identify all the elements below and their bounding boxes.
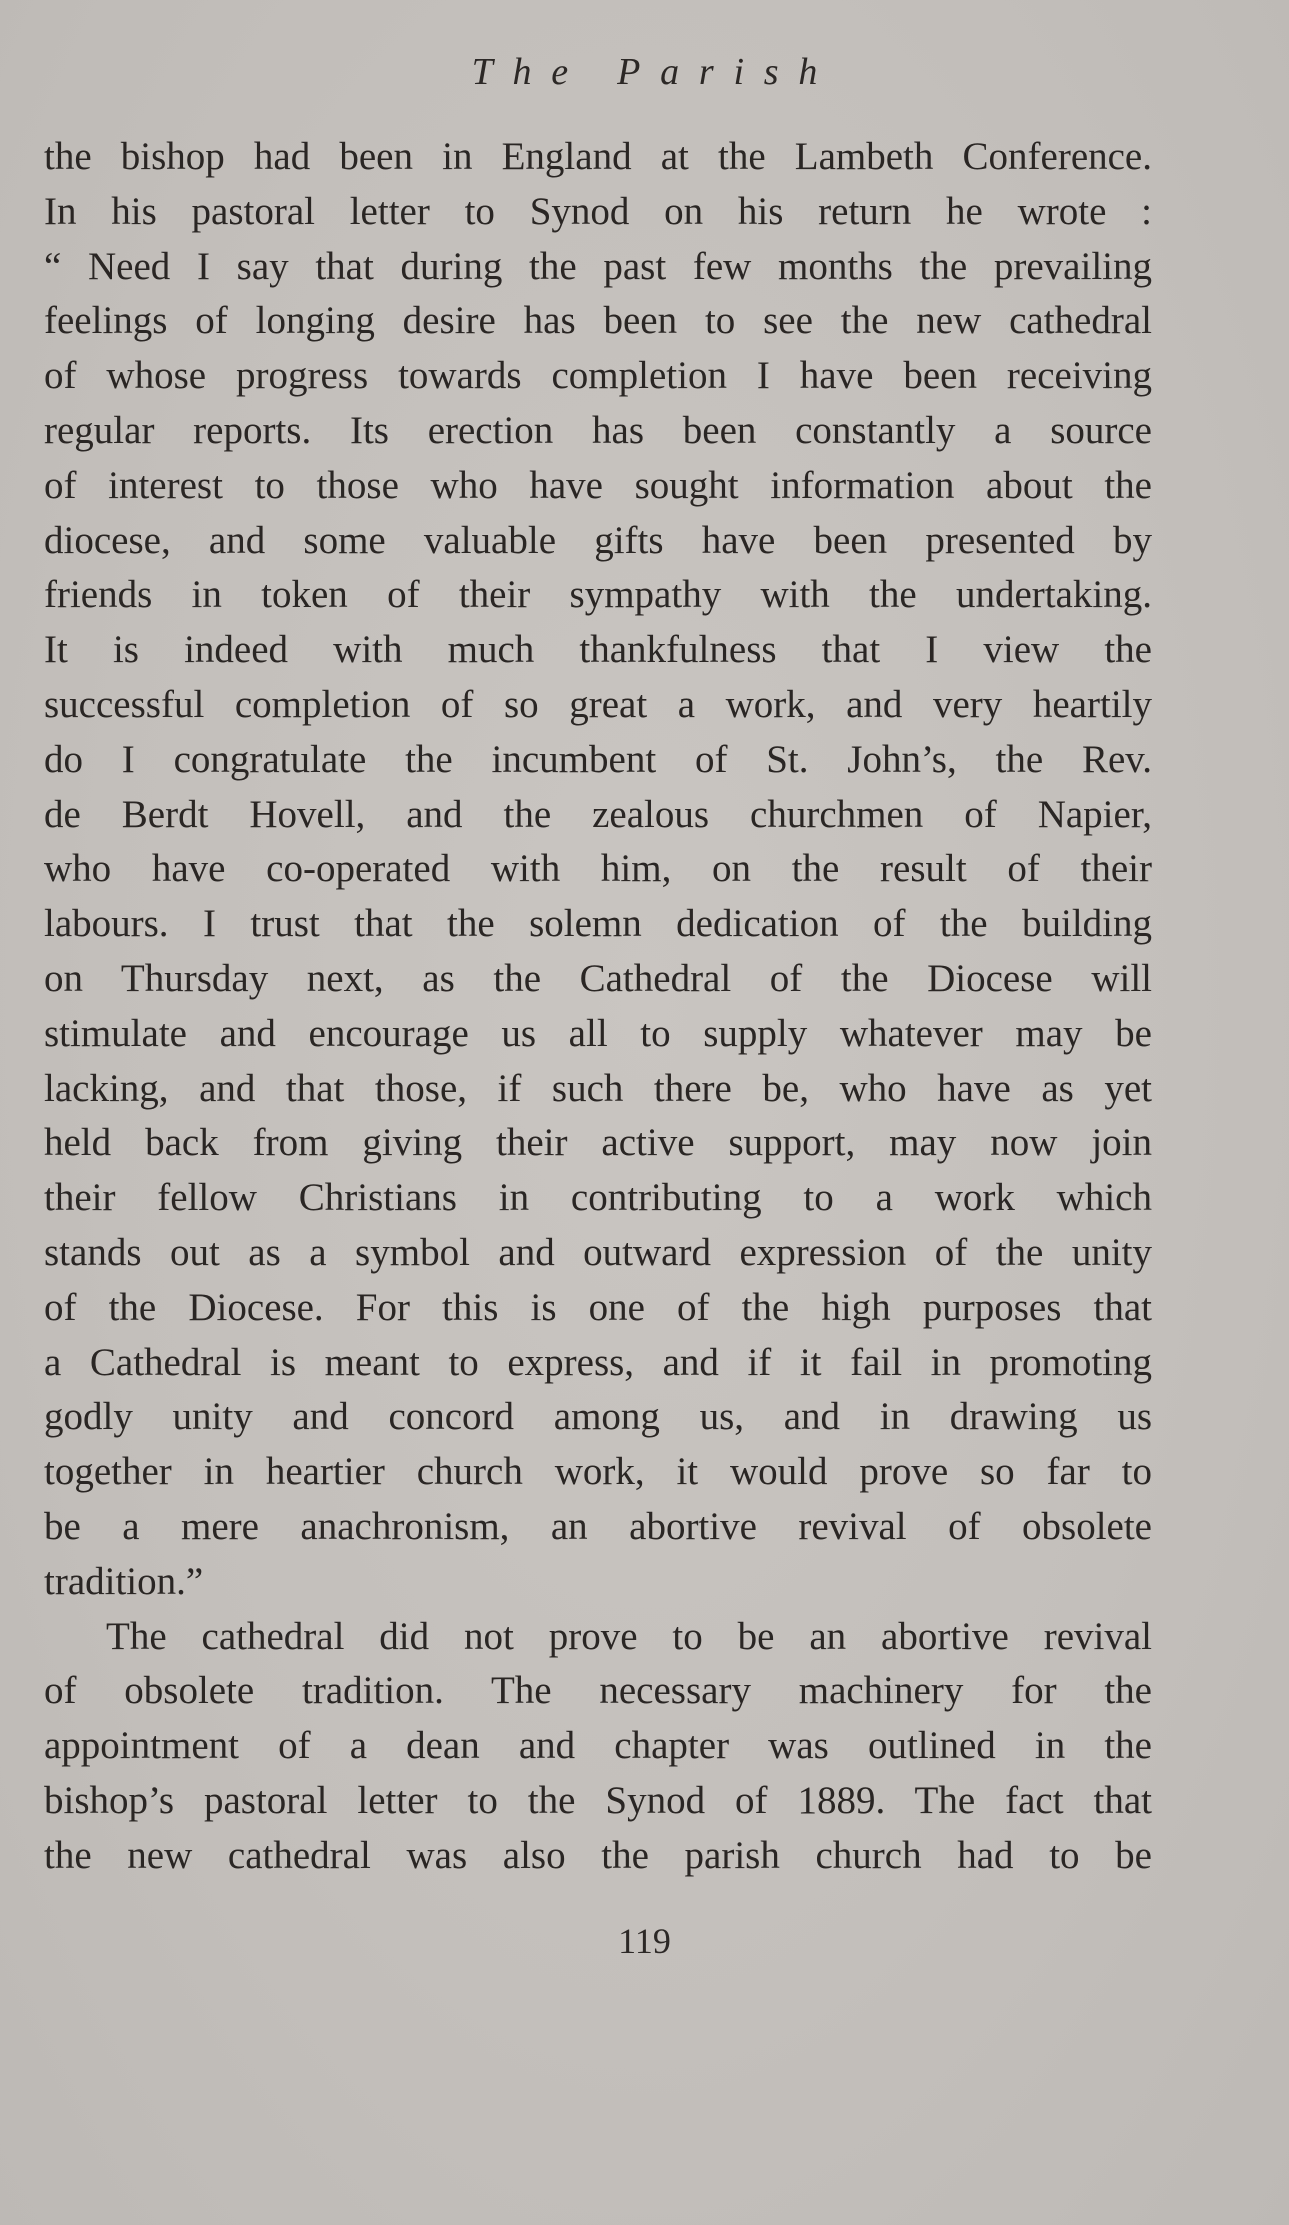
text-line: stands out as a symbol and outward expression of the unity bbox=[44, 1230, 1152, 1274]
text-line: appointment of a dean and chapter was outlined in the bbox=[44, 1724, 1152, 1768]
text-line: tradition.” bbox=[44, 1559, 204, 1603]
text-line: In his pastoral letter to Synod on his return he wrote : bbox=[44, 189, 1152, 233]
text-line: regular reports. Its erection has been constantly a source bbox=[44, 408, 1152, 452]
text-line: the bishop had been in England at the Lambeth Conference. bbox=[44, 135, 1152, 178]
text-line: of interest to those who have sought information about the bbox=[44, 463, 1152, 507]
text-line: successful completion of so great a work, and very heartily bbox=[44, 682, 1152, 726]
page-number: 119 bbox=[618, 1921, 671, 1961]
text-line: godly unity and concord among us, and in drawing us bbox=[44, 1395, 1152, 1439]
text-line: “ Need I say that during the past few months the prevailing bbox=[44, 244, 1152, 288]
text-line: together in heartier church work, it would prove so far to bbox=[44, 1450, 1152, 1494]
text-line: their fellow Christians in contributing to a work which bbox=[44, 1176, 1152, 1220]
text-line: be a mere anachronism, an abortive revival of obsolete bbox=[44, 1504, 1152, 1548]
text-line: lacking, and that those, if such there be, who have as yet bbox=[44, 1066, 1152, 1110]
text-line: The cathedral did not prove to be an abortive revival bbox=[106, 1614, 1152, 1658]
paragraph-2 bbox=[44, 1610, 1152, 1884]
paragraph-1 bbox=[44, 130, 1152, 1610]
running-head: The Parish bbox=[471, 51, 838, 93]
text-line: labours. I trust that the solemn dedication of the building bbox=[44, 902, 1152, 946]
text-line: bishop’s pastoral letter to the Synod of 1889. The fact that bbox=[44, 1778, 1152, 1822]
text-line: of the Diocese. For this is one of the high purposes that bbox=[44, 1285, 1152, 1329]
text-line: de Berdt Hovell, and the zealous churchmen of Napier, bbox=[44, 792, 1152, 836]
text-line: feelings of longing desire has been to see the new cathedral bbox=[44, 299, 1152, 343]
text-line: friends in token of their sympathy with the undertaking. bbox=[44, 573, 1152, 617]
text-line: the new cathedral was also the parish church had to be bbox=[44, 1833, 1152, 1877]
text-line: a Cathedral is meant to express, and if it fail in promoting bbox=[44, 1340, 1152, 1384]
text-line: of whose progress towards completion I have been receiving bbox=[44, 354, 1152, 398]
text-line: of obsolete tradition. The necessary machinery for the bbox=[44, 1669, 1152, 1713]
text-line: stimulate and encourage us all to supply whatever may be bbox=[44, 1011, 1152, 1055]
text-line: who have co-operated with him, on the result of their bbox=[44, 847, 1152, 891]
text-line: held back from giving their active support, may now join bbox=[44, 1121, 1152, 1165]
text-line: diocese, and some valuable gifts have been presented by bbox=[44, 518, 1152, 562]
text-line: on Thursday next, as the Cathedral of the Diocese will bbox=[44, 956, 1152, 1000]
text-line: It is indeed with much thankfulness that I view the bbox=[44, 628, 1152, 672]
text-line: do I congratulate the incumbent of St. John’s, the Rev. bbox=[44, 737, 1152, 781]
body-text bbox=[44, 130, 1152, 1884]
